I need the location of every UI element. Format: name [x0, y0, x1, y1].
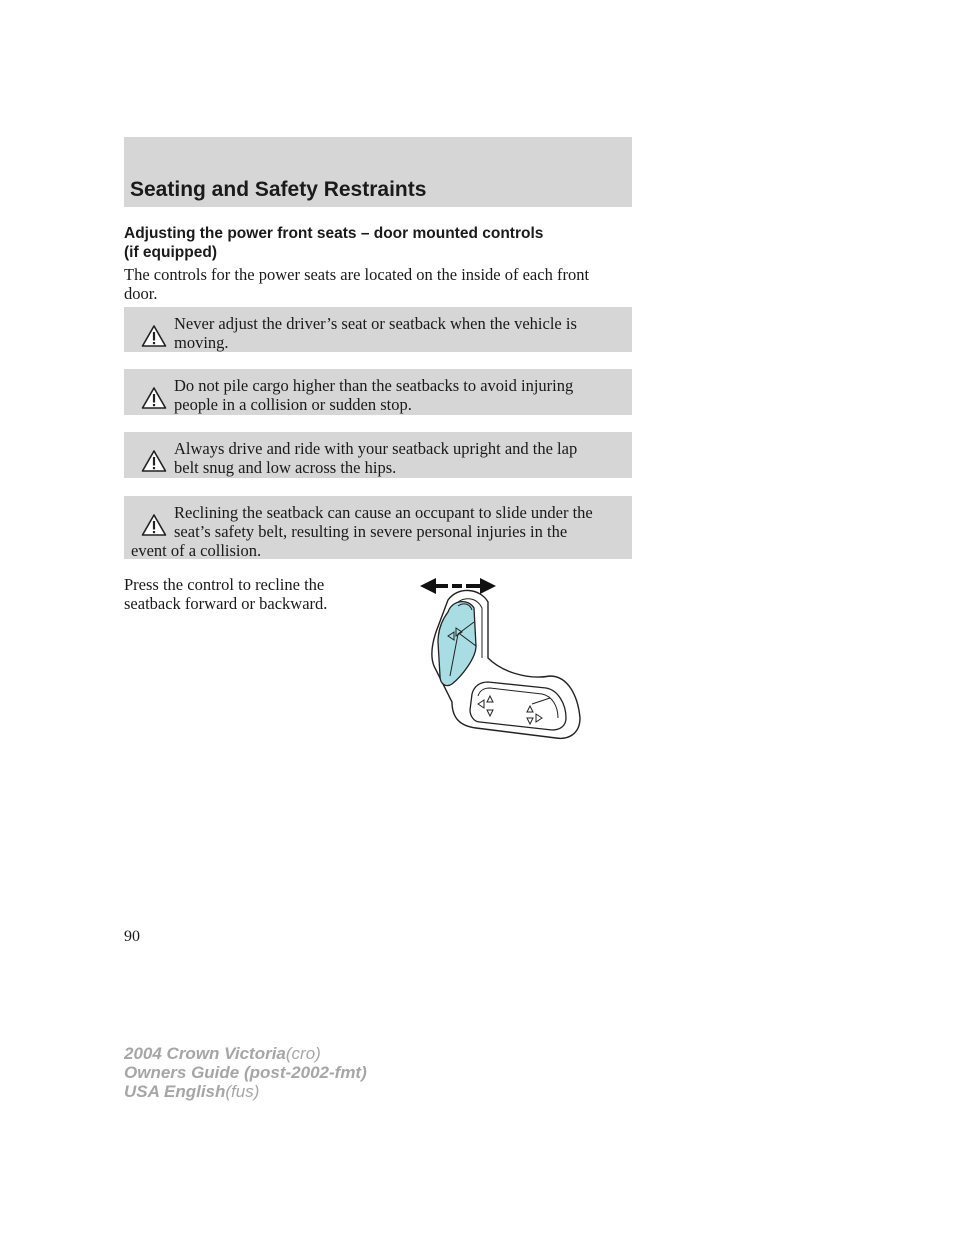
instruction-line: seatback forward or backward. — [124, 594, 328, 613]
intro-line: door. — [124, 284, 158, 303]
footer-language-code: (fus) — [225, 1082, 260, 1101]
warning-text: event of a collision. — [131, 541, 262, 560]
warning-text: Always drive and ride with your seatback upright and the lap — [174, 439, 578, 458]
warning-box — [124, 496, 632, 559]
footer-line — [124, 1044, 367, 1063]
instruction-line: Press the control to recline the — [124, 575, 325, 594]
section-heading-line: Adjusting the power front seats – door mounted controls — [124, 225, 544, 242]
intro-line: The controls for the power seats are located on the inside of each front — [124, 265, 590, 284]
warning-text: seat’s safety belt, resulting in severe personal injuries in the — [174, 522, 568, 541]
footer-model: 2004 Crown Victoria — [124, 1044, 286, 1063]
warning-triangle-icon — [141, 513, 167, 537]
section-heading-line: (if equipped) — [124, 244, 217, 261]
section-heading — [124, 224, 624, 262]
footer-line — [124, 1082, 367, 1101]
page-number: 90 — [124, 928, 140, 945]
warning-triangle-icon — [141, 449, 167, 473]
warning-text: Never adjust the driver’s seat or seatback when the vehicle is — [174, 314, 577, 333]
warning-box — [124, 307, 632, 352]
footer-language: USA English — [124, 1082, 226, 1101]
warning-text: people in a collision or sudden stop. — [174, 395, 412, 414]
warning-triangle-icon — [141, 324, 167, 348]
footer-model-code: (cro) — [285, 1044, 321, 1063]
page-title: Seating and Safety Restraints — [130, 178, 427, 201]
intro-paragraph — [124, 265, 624, 303]
warning-box — [124, 369, 632, 415]
footer-line — [124, 1063, 367, 1082]
warning-triangle-icon — [141, 386, 167, 410]
warning-text: moving. — [174, 333, 229, 352]
warning-text: belt snug and low across the hips. — [174, 458, 397, 477]
seat-control-illustration — [418, 572, 586, 744]
instruction-paragraph — [124, 575, 364, 613]
warning-text: Do not pile cargo higher than the seatbacks to avoid injuring — [174, 376, 574, 395]
footer-guide: Owners Guide (post-2002-fmt) — [124, 1063, 367, 1082]
warning-box — [124, 432, 632, 478]
warning-text: Reclining the seatback can cause an occupant to slide under the — [174, 503, 593, 522]
footer — [124, 1044, 367, 1101]
